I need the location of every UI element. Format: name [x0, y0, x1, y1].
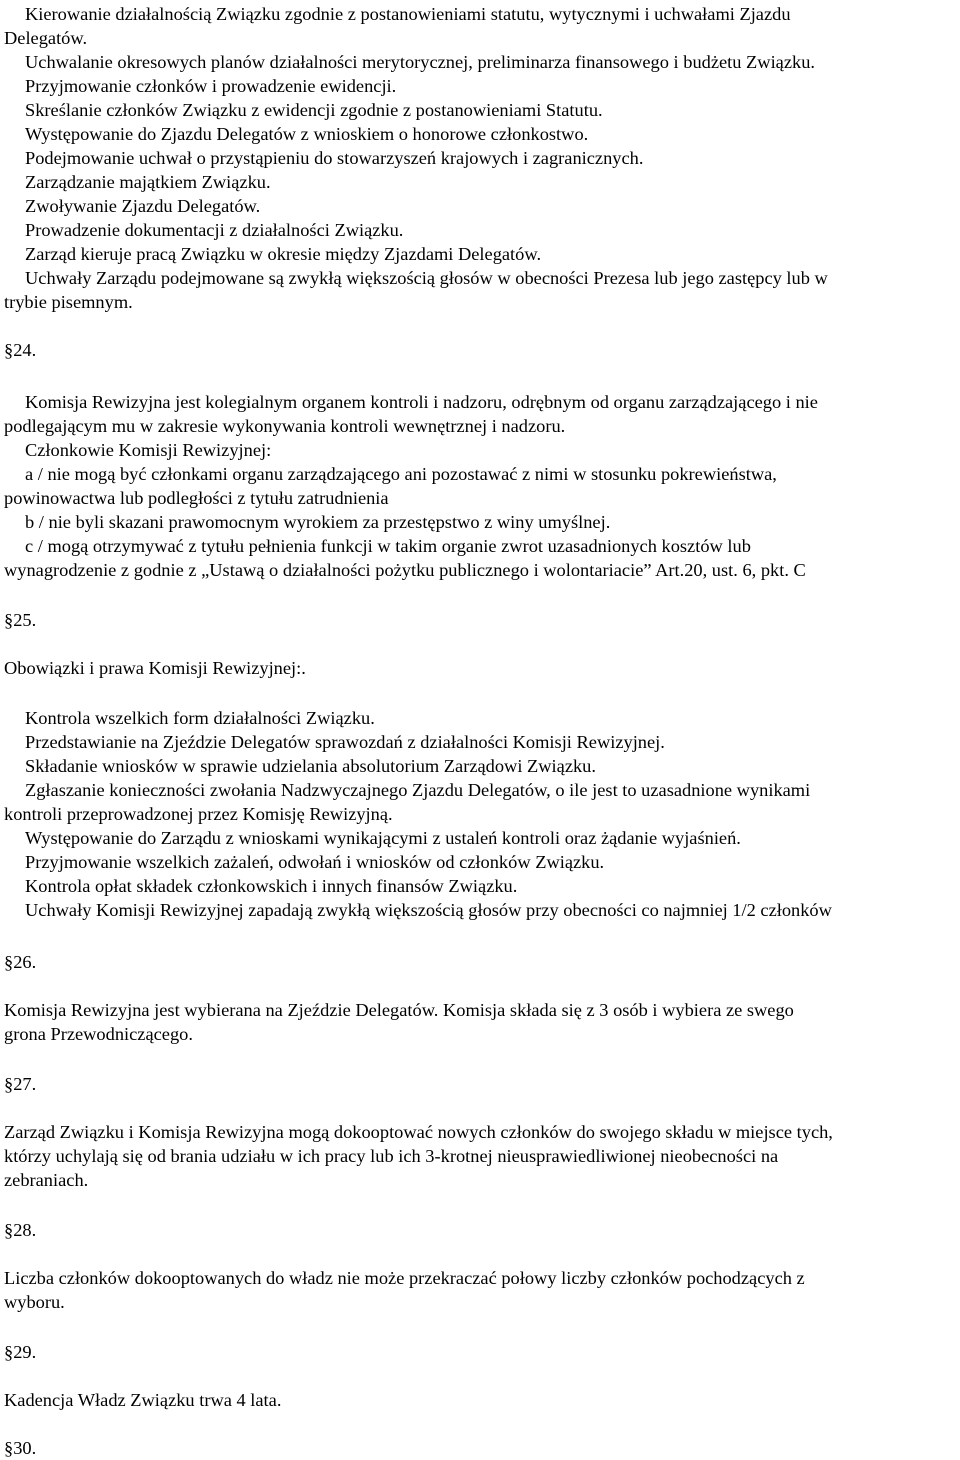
- paragraph-line: Liczba członków dokooptowanych do władz nie może przekraczać połowy liczby członków pochodzących z: [4, 1268, 805, 1288]
- list-item: Przedstawianie na Zjeździe Delegatów sprawozdań z działalności Komisji Rewizyjnej.: [25, 732, 665, 752]
- section-number: §30.: [4, 1438, 37, 1458]
- list-item: Występowanie do Zarządu z wnioskami wynikającymi z ustaleń kontroli oraz żądanie wyjaśnień.: [25, 828, 741, 848]
- duty-line: Podejmowanie uchwał o przystąpieniu do stowarzyszeń krajowych i zagranicznych.: [25, 148, 644, 168]
- paragraph-line: Komisja Rewizyjna jest wybierana na Zjeździe Delegatów. Komisja składa się z 3 osób i wybiera ze swego: [4, 1000, 794, 1020]
- duty-line: Prowadzenie dokumentacji z działalności Związku.: [25, 220, 404, 240]
- duty-line: Skreślanie członków Związku z ewidencji zgodnie z postanowieniami Statutu.: [25, 100, 603, 120]
- paragraph-line: c / mogą otrzymywać z tytułu pełnienia funkcji w takim organie zwrot uzasadnionych kosztów lub: [25, 536, 751, 556]
- paragraph-line: grona Przewodniczącego.: [4, 1024, 193, 1044]
- list-item: Przyjmowanie wszelkich zażaleń, odwołań i wniosków od członków Związku.: [25, 852, 605, 872]
- duty-line: Występowanie do Zjazdu Delegatów z wnioskiem o honorowe członkostwo.: [25, 124, 589, 144]
- paragraph-line: powinowactwa lub podległości z tytułu zatrudnienia: [4, 488, 389, 508]
- paragraph-line: b / nie byli skazani prawomocnym wyrokiem za przestępstwo z winy umyślnej.: [25, 512, 611, 532]
- section-number: §24.: [4, 340, 37, 360]
- paragraph-line: którzy uchylają się od brania udziału w ich pracy lub ich 3-krotnej nieusprawiedliwionej nieobecności na: [4, 1146, 779, 1166]
- paragraph-line: wyboru.: [4, 1292, 65, 1312]
- duty-line: Zwoływanie Zjazdu Delegatów.: [25, 196, 261, 216]
- duty-line: Delegatów.: [4, 28, 88, 48]
- duty-line: Zarządzanie majątkiem Związku.: [25, 172, 271, 192]
- paragraph-line: zebraniach.: [4, 1170, 89, 1190]
- paragraph-line: Członkowie Komisji Rewizyjnej:: [25, 440, 272, 460]
- list-item: Zgłaszanie konieczności zwołania Nadzwyczajnego Zjazdu Delegatów, o ile jest to uzasadnione wynikami: [25, 780, 811, 800]
- duty-line: Przyjmowanie członków i prowadzenie ewidencji.: [25, 76, 397, 96]
- list-item: kontroli przeprowadzonej przez Komisję Rewizyjną.: [4, 804, 393, 824]
- paragraph-line: Komisja Rewizyjna jest kolegialnym organem kontroli i nadzoru, odrębnym od organu zarządzającego i nie: [25, 392, 818, 412]
- paragraph-line: Zarząd Związku i Komisja Rewizyjna mogą dokooptować nowych członków do swojego składu w miejsce tych,: [4, 1122, 833, 1142]
- list-item: Kontrola opłat składek członkowskich i innych finansów Związku.: [25, 876, 518, 896]
- section-number: §26.: [4, 952, 37, 972]
- list-item: Uchwały Komisji Rewizyjnej zapadają zwykłą większością głosów przy obecności co najmniej 1/2 członków: [25, 900, 832, 920]
- paragraph-line: a / nie mogą być członkami organu zarządzającego ani pozostawać z nimi w stosunku pokrewieństwa,: [25, 464, 777, 484]
- paragraph-line: podlegającym mu w zakresie wykonywania kontroli wewnętrznej i nadzoru.: [4, 416, 566, 436]
- duty-line: Uchwały Zarządu podejmowane są zwykłą większością głosów w obecności Prezesa lub jego zastępcy lub w: [25, 268, 828, 288]
- list-item: Kontrola wszelkich form działalności Związku.: [25, 708, 375, 728]
- duty-line: Zarząd kieruje pracą Związku w okresie między Zjazdami Delegatów.: [25, 244, 542, 264]
- section-number: §29.: [4, 1342, 37, 1362]
- section-heading: Obowiązki i prawa Komisji Rewizyjnej:.: [4, 658, 306, 678]
- paragraph-line: wynagrodzenie z godnie z „Ustawą o działalności pożytku publicznego i wolontariacie” Art.20, ust. 6, pkt. C: [4, 560, 806, 580]
- section-number: §25.: [4, 610, 37, 630]
- section-number: §27.: [4, 1074, 37, 1094]
- duty-line: Kierowanie działalnością Związku zgodnie z postanowieniami statutu, wytycznymi i uchwałami Zjazdu: [25, 4, 791, 24]
- section-number: §28.: [4, 1220, 37, 1240]
- duty-line: trybie pisemnym.: [4, 292, 133, 312]
- duty-line: Uchwalanie okresowych planów działalności merytorycznej, preliminarza finansowego i budżetu Związku.: [25, 52, 815, 72]
- list-item: Składanie wniosków w sprawie udzielania absolutorium Zarządowi Związku.: [25, 756, 596, 776]
- paragraph-line: Kadencja Władz Związku trwa 4 lata.: [4, 1390, 282, 1410]
